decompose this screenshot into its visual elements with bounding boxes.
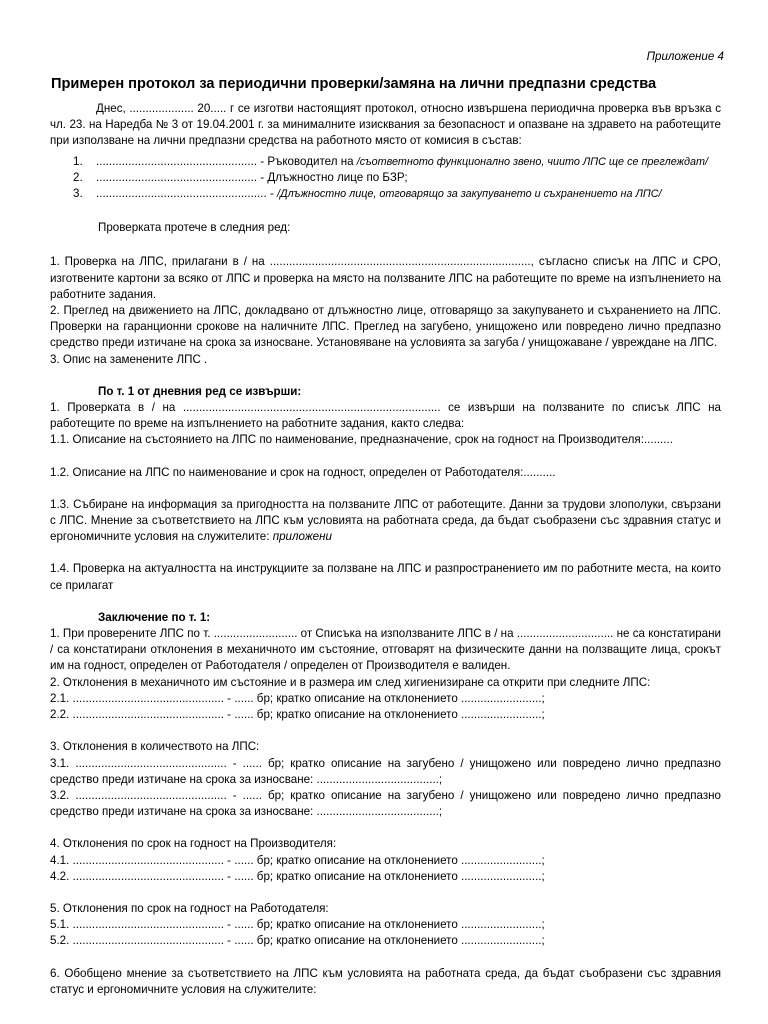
section1-paragraph-1-1: 1.1. Описание на състоянието на ЛПС по наименование, предназначение, срок на годност на Производителя:......... [50, 433, 673, 447]
conclusion-5-2: 5.2. ............................................... - ...... бр; кратко описание на отклонението .........................; [50, 934, 545, 948]
conclusion-3-1: 3.1. ............................................... - ...... бр; кратко описание на загубено / унищожено или повредено лично предпазно средство преди изтичане на срока за износване: ......................................; [50, 756, 721, 786]
conclusion-6: 6. Обобщено мнение за съответствието на ЛПС към условията на работната среда, да бъдат съобразени със здравния статус и ергономичните условия на служителите: [50, 966, 721, 996]
commission-member-3: 3. ..................................................... - /Длъжностно лице, отговарящо за закупуването и съхранението на ЛПС/ [73, 187, 662, 201]
commission-member-2: 2. .................................................. - Длъжностно лице по БЗР; [73, 170, 408, 184]
conclusion-5: 5. Отклонения по срок на годност на Работодателя: [50, 901, 329, 915]
section1-paragraph-1-4: 1.4. Проверка на актуалността на инструкциите за ползване на ЛПС и разпространението им по работните места, на които се прилагат [50, 562, 721, 592]
conclusion-2-1: 2.1. ............................................... - ...... бр; кратко описание на отклонението .........................; [50, 691, 545, 705]
conclusion-3: 3. Отклонения в количеството на ЛПС: [50, 740, 260, 754]
section1-paragraph-1-3: 1.3. Събиране на информация за пригодността на ползваните ЛПС от работещите. Данни за трудови злополуки, свързани с ЛПС. Мнение за съответствието на ЛПС към условията на работната среда, да бъдат съобразени със здравния статус и ергономичните условия на служителите: приложени [50, 497, 721, 544]
section1-heading: По т. 1 от дневния ред се извърши: [98, 384, 302, 398]
conclusion-5-1: 5.1. ............................................... - ...... бр; кратко описание на отклонението .........................; [50, 918, 545, 932]
conclusion-heading: Заключение по т. 1: [98, 610, 211, 624]
section1-paragraph-1: 1. Проверката в / на ................................................................................ се извърши на ползваните по списък ЛПС на работещите по време на изпълнението на работните задания, както следва: [50, 401, 721, 431]
section1-paragraph-1-2: 1.2. Описание на ЛПС по наименование и срок на годност, определен от Работодателя:.......... [50, 465, 556, 479]
document-body [50, 101, 721, 998]
conclusion-3-2: 3.2. ............................................... - ...... бр; кратко описание на загубено / унищожено или повредено лично предпазно средство преди изтичане на срока за износване: ......................................; [50, 788, 721, 819]
conclusion-4-1: 4.1. ............................................... - ...... бр; кратко описание на отклонението .........................; [50, 853, 545, 867]
conclusion-2-2: 2.2. ............................................... - ...... бр; кратко описание на отклонението .........................; [50, 708, 545, 722]
procedure-heading: Проверката протече в следния ред: [98, 221, 291, 235]
agenda-item-1: 1. Проверка на ЛПС, прилагани в / на ................................................................................., съгласно списък на ЛПС и СРО, изготвените картони за всяко от ЛПС и проверка на място на ползваните ЛПС на работещите по време на изпълнението на работните задания. [50, 255, 721, 301]
appendix-label: Приложение 4 [646, 50, 724, 63]
conclusion-4-2: 4.2. ............................................... - ...... бр; кратко описание на отклонението .........................; [50, 869, 545, 883]
conclusion-1: 1. При проверените ЛПС по т. .......................... от Списъка на използваните ЛПС в / на .............................. не са констатирани / са констатирани отклонения в механичното им състояние, отговарят на физическите данни на ползващите лица, срокът им на годност, определен от Работодателя / определен от Производителя е валиден. [50, 627, 721, 673]
commission-list [50, 154, 721, 203]
intro-paragraph: Днес, .................... 20..... г се изготви настоящият протокол, относно извършена периодична проверка във връзка с чл. 23. на Наредба № 3 от 19.04.2001 г. за минималните изисквания за безопасност и опазване на здравето на работещите при използване на лични предпазни средства на работното място от комисия в състав: [50, 102, 721, 148]
conclusion-2: 2. Отклонения в механичното им състояние и в размера им след хигиенизиране са открити при следните ЛПС: [50, 675, 651, 689]
agenda-item-3: 3. Опис на заменените ЛПС . [50, 352, 208, 366]
commission-member-1: 1. .................................................. - Ръководител на /съответното функционално звено, чиито ЛПС ще се преглеждат/ [73, 154, 708, 168]
document-title: Примерен протокол за периодични проверки/замяна на лични предпазни средства [51, 76, 657, 92]
agenda-item-2: 2. Преглед на движението на ЛПС, докладвано от длъжностно лице, отговарящо за закупуването и съхранението на ЛПС. Проверки на гаранционни срокове на наличните ЛПС. Преглед на загубено, унищожено или повредено лично предпазно средство преди изтичане на срока за износване. Установяване на условията за загуба / унищожаване / увреждане на ЛПС. [50, 304, 721, 350]
conclusion-4: 4. Отклонения по срок на годност на Производителя: [50, 837, 337, 851]
